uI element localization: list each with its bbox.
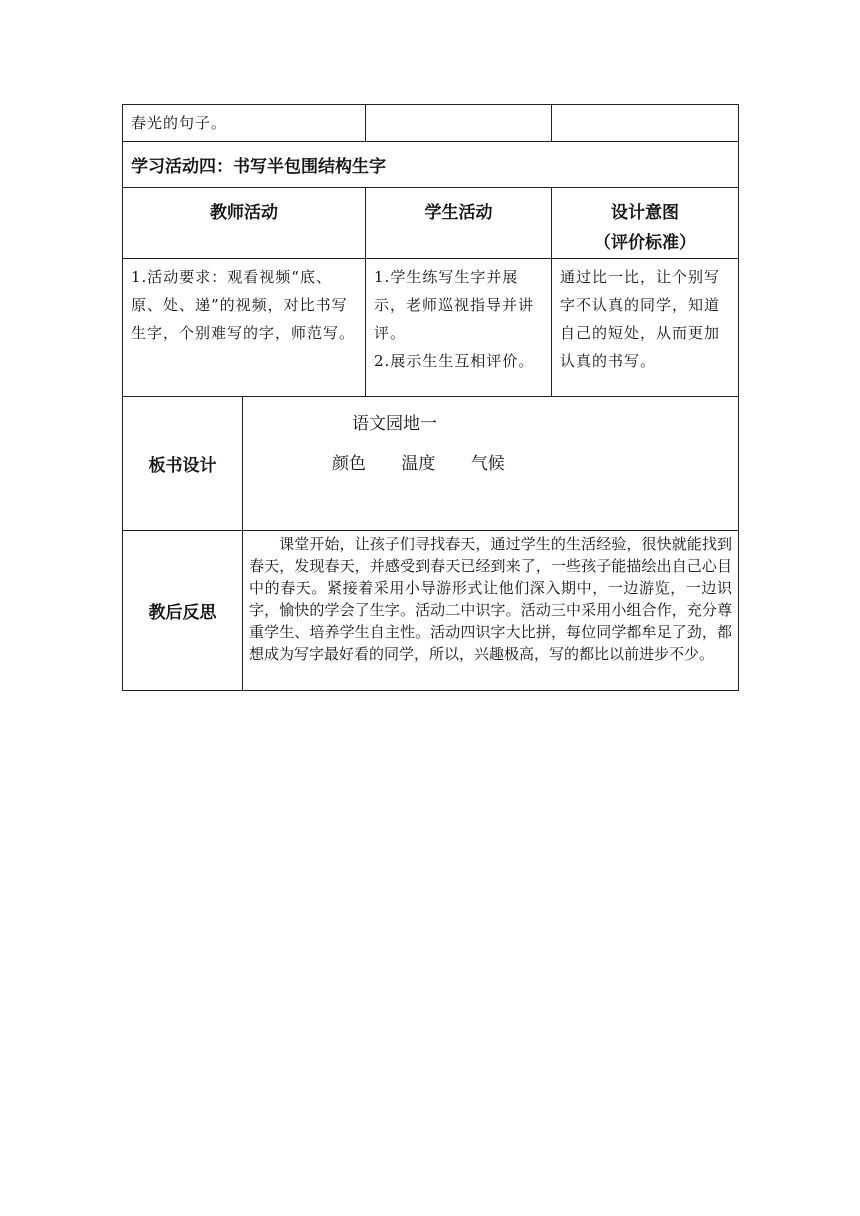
board-title: 语文园地一 — [352, 414, 437, 434]
row-reflection — [123, 531, 739, 691]
header-design-title: 设计意图 — [611, 203, 680, 223]
reflection-cell — [243, 531, 739, 691]
student-activity-item-2: 2.展示生生互相评价。 — [374, 352, 535, 370]
design-intent-text: 通过比一比，让个别写字不认真的同学，知道自己的短处，从而更加认真的书写。 — [552, 259, 739, 397]
reflection-text: 课堂开始，让孩子们寻找春天，通过学生的生活经验，很快就能找到春天，发现春天，并感受到春天已经到来了，一些孩子能描绘出自己心目中的春天。紧接着采用小导游形式让他们深入期中，一边游览，一边识字，愉快的学会了生字。活动二中识字。活动三中采用小组合作，充分尊重学生、培养学生自主性。活动四识字大比拼，每位同学都牟足了劲，都想成为写字最好看的同学，所以，兴趣极高，写的都比以前进步不少。 — [249, 535, 733, 663]
row-content — [123, 259, 739, 397]
board-items — [332, 449, 535, 474]
previous-student-cell — [366, 105, 552, 142]
header-student: 学生活动 — [366, 188, 552, 259]
previous-design-cell — [552, 105, 739, 142]
row-headers — [123, 188, 739, 259]
student-activity-item-1: 1.学生练写生字并展示，老师巡视指导并讲评。 — [374, 268, 535, 342]
header-teacher: 教师活动 — [123, 188, 366, 259]
reflection-label: 教后反思 — [123, 531, 243, 691]
board-item-temperature: 温度 — [401, 454, 436, 474]
board-design-label: 板书设计 — [123, 397, 243, 531]
lesson-table — [122, 104, 739, 691]
activity-title: 学习活动四：书写半包围结构生字 — [123, 142, 739, 188]
previous-cell: 春光的句子。 — [123, 105, 366, 142]
lesson-plan-sheet — [122, 104, 738, 691]
header-design — [552, 188, 739, 259]
teacher-activity-text: 1.活动要求：观看视频“底、原、处、递”的视频，对比书写生字，个别难写的字，师范写。 — [123, 259, 366, 397]
header-design-subtitle: （评价标准） — [594, 233, 697, 253]
student-activity-cell — [366, 259, 552, 397]
row-activity-title — [123, 142, 739, 188]
board-item-color: 颜色 — [332, 454, 366, 474]
row-previous — [123, 105, 739, 142]
board-item-climate: 气候 — [470, 454, 505, 474]
